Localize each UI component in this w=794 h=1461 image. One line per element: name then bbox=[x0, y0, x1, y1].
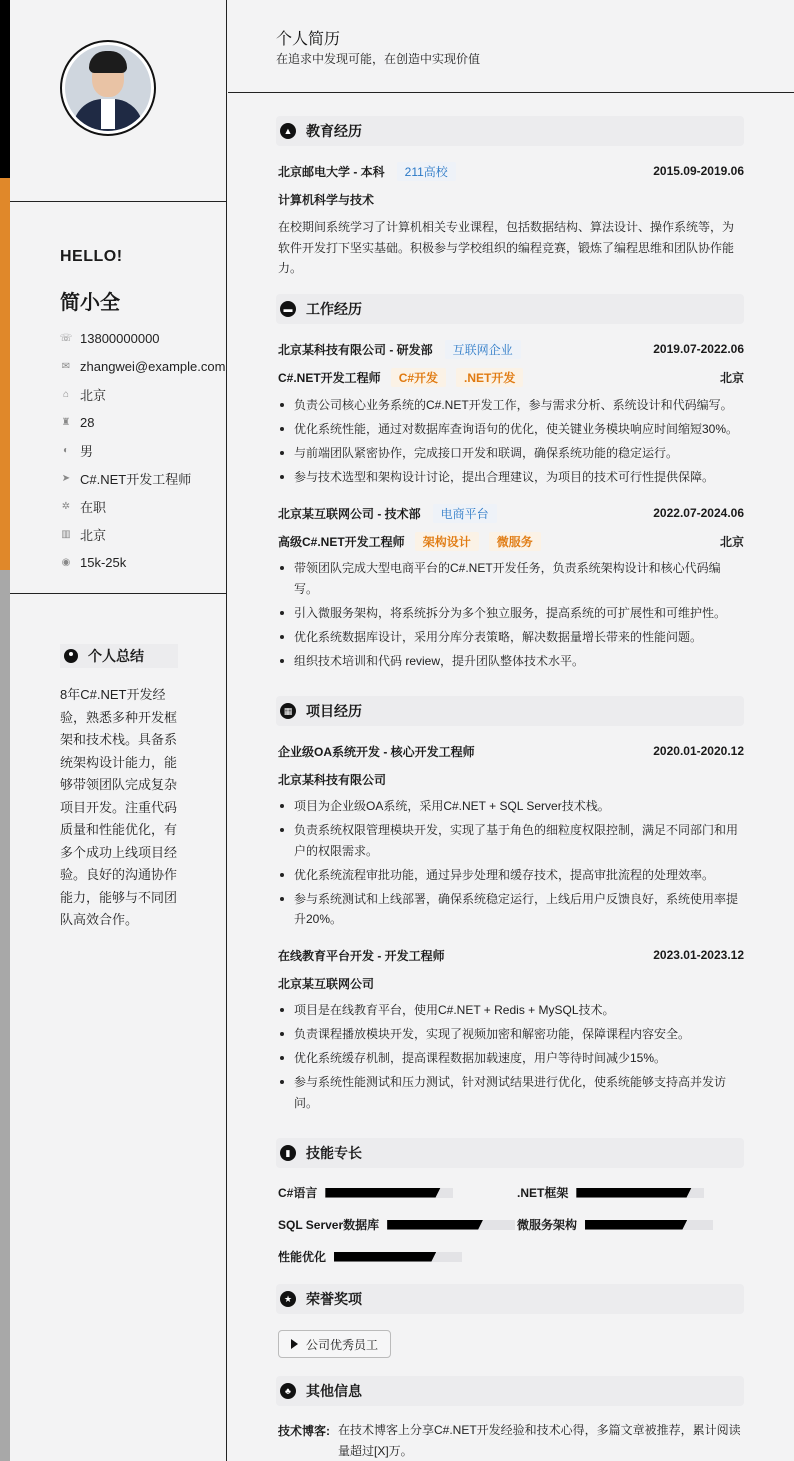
job-role: 高级C#.NET开发工程师 bbox=[278, 534, 405, 549]
summary-heading bbox=[60, 644, 178, 668]
project-duties bbox=[278, 1000, 744, 1117]
section-work bbox=[276, 294, 744, 324]
mail-icon: ✉ bbox=[61, 360, 71, 372]
section-title: 教育经历 bbox=[306, 123, 362, 139]
skill-bar bbox=[585, 1220, 713, 1230]
play-icon bbox=[291, 1339, 298, 1349]
stripe-black bbox=[0, 0, 10, 178]
section-projects bbox=[276, 696, 744, 726]
section-education bbox=[276, 116, 744, 146]
contact-info-list bbox=[60, 324, 225, 576]
info-item-age bbox=[60, 408, 225, 436]
award-item[interactable] bbox=[278, 1330, 391, 1358]
skill-bar bbox=[576, 1188, 704, 1198]
company-tag: 电商平台 bbox=[433, 504, 497, 523]
list-item: 参与技术选型和架构设计讨论，提出合理建议，为项目的技术可行性提供保障。 bbox=[278, 467, 744, 488]
list-item: 参与系统性能测试和压力测试，针对测试结果进行优化，使系统能够支持高并发访问。 bbox=[278, 1072, 744, 1113]
work-company-row bbox=[278, 503, 744, 523]
building-icon: ▥ bbox=[61, 528, 71, 540]
other-text: 在技术博客上分享C#.NET开发经验和技术心得，多篇文章被推荐，累计阅读量超过[X]万。 bbox=[338, 1423, 741, 1458]
summary-text: 8年C#.NET开发经验，熟悉多种开发框架和技术栈。具备系统架构设计能力，能够带领团队完成复杂项目开发。注重代码质量和性能优化，有多个成功上线项目经验。良好的沟通协作能力，能够与不同团队高效合作。 bbox=[60, 687, 178, 927]
info-item-location bbox=[60, 380, 225, 408]
work-role-row bbox=[278, 531, 744, 551]
skill-name: .NET框架 bbox=[517, 1186, 569, 1200]
skill-tag: 架构设计 bbox=[415, 532, 479, 551]
user-icon bbox=[64, 649, 78, 663]
gender-icon: ◐ bbox=[62, 444, 70, 456]
skill-name: 微服务架构 bbox=[517, 1218, 578, 1232]
work-duties bbox=[278, 395, 744, 491]
other-label: 技术博客: bbox=[278, 1424, 330, 1438]
graduation-cap-icon: ▲ bbox=[280, 123, 296, 139]
avatar bbox=[60, 40, 156, 136]
project-row bbox=[278, 741, 744, 761]
skill-bar bbox=[325, 1188, 453, 1198]
avatar-photo bbox=[65, 45, 151, 131]
info-text: 北京 bbox=[80, 527, 107, 543]
skill-name: SQL Server数据库 bbox=[278, 1218, 380, 1232]
list-item: 负责系统权限管理模块开发，实现了基于角色的细粒度权限控制，满足不同部门和用户的权限需求。 bbox=[278, 820, 744, 861]
page-title: 个人简历 bbox=[276, 31, 341, 48]
info-item-phone bbox=[60, 324, 225, 352]
main-content bbox=[228, 0, 794, 1461]
info-item-gender bbox=[60, 436, 225, 464]
summary-title: 个人总结 bbox=[88, 648, 144, 664]
skill-name: 性能优化 bbox=[278, 1250, 327, 1264]
work-city: 北京 bbox=[719, 370, 744, 385]
sidebar-divider bbox=[10, 593, 227, 594]
list-item: 优化系统流程审批功能，通过异步处理和缓存技术，提高审批流程的处理效率。 bbox=[278, 865, 744, 886]
info-text: 在职 bbox=[80, 499, 107, 515]
education-desc: 在校期间系统学习了计算机相关专业课程，包括数据结构、算法设计、操作系统等，为软件开发打下坚实基础。积极参与学校组织的编程竞赛，锻炼了编程思维和团队协作能力。 bbox=[278, 220, 735, 275]
school-tag: 211高校 bbox=[397, 162, 456, 181]
header-divider bbox=[228, 92, 794, 93]
person-name: 简小全 bbox=[60, 292, 120, 314]
hello-heading: HELLO! bbox=[60, 248, 123, 265]
project-company-row bbox=[278, 973, 744, 993]
section-other bbox=[276, 1376, 744, 1406]
sidebar bbox=[10, 0, 227, 1461]
education-row bbox=[278, 161, 744, 181]
trophy-icon: ★ bbox=[280, 1291, 296, 1307]
briefcase-icon: ▬ bbox=[280, 301, 296, 317]
skill-bar bbox=[334, 1252, 462, 1262]
company-tag: 互联网企业 bbox=[445, 340, 521, 359]
info-text: 男 bbox=[80, 443, 94, 459]
color-stripe bbox=[0, 0, 10, 1461]
section-title: 项目经历 bbox=[306, 703, 362, 719]
award-name: 公司优秀员工 bbox=[306, 1337, 379, 1352]
phone-icon: ☏ bbox=[59, 332, 73, 344]
list-item: 优化系统缓存机制，提高课程数据加载速度，用户等待时间减少15%。 bbox=[278, 1048, 744, 1069]
section-awards bbox=[276, 1284, 744, 1314]
stripe-orange bbox=[0, 178, 10, 570]
bar-chart-icon: ▮ bbox=[280, 1145, 296, 1161]
grid-icon: ▦ bbox=[280, 703, 296, 719]
list-item: 项目是在线教育平台，使用C#.NET + Redis + MySQL技术。 bbox=[278, 1000, 744, 1021]
section-title: 其他信息 bbox=[306, 1383, 362, 1399]
project-company-row bbox=[278, 769, 744, 789]
section-skills bbox=[276, 1138, 744, 1168]
info-icon: ♣ bbox=[280, 1383, 296, 1399]
skill-item bbox=[278, 1216, 515, 1233]
status-icon: ✲ bbox=[61, 500, 71, 512]
info-text: 北京 bbox=[80, 387, 107, 403]
school-name: 北京邮电大学 - 本科 bbox=[278, 164, 385, 179]
major-row bbox=[278, 189, 744, 209]
work-city: 北京 bbox=[719, 534, 744, 549]
skill-bar-fill bbox=[334, 1252, 436, 1262]
company-name: 北京某互联网公司 - 技术部 bbox=[278, 506, 421, 521]
work-period: 2019.07-2022.06 bbox=[653, 342, 744, 356]
list-item: 负责公司核心业务系统的C#.NET开发工作，参与需求分析、系统设计和代码编写。 bbox=[278, 395, 744, 416]
info-text: zhangwei@example.com bbox=[80, 358, 226, 374]
sidebar-divider bbox=[10, 201, 227, 202]
project-name: 在线教育平台开发 - 开发工程师 bbox=[278, 948, 445, 963]
info-item-salary bbox=[60, 548, 225, 576]
project-company: 北京某互联网公司 bbox=[278, 976, 375, 991]
skill-item bbox=[278, 1184, 453, 1201]
list-item: 优化系统数据库设计，采用分库分表策略，解决数据量增长带来的性能问题。 bbox=[278, 627, 744, 648]
list-item: 带领团队完成大型电商平台的C#.NET开发任务，负责系统架构设计和核心代码编写。 bbox=[278, 558, 744, 599]
skill-tag: .NET开发 bbox=[456, 368, 523, 387]
list-item: 项目为企业级OA系统，采用C#.NET + SQL Server技术栈。 bbox=[278, 796, 744, 817]
project-period: 2020.01-2020.12 bbox=[653, 744, 744, 758]
list-item: 优化系统性能，通过对数据库查询语句的优化，使关键业务模块响应时间缩短30%。 bbox=[278, 419, 744, 440]
project-duties bbox=[278, 796, 744, 933]
project-company: 北京某科技有限公司 bbox=[278, 772, 387, 787]
project-row bbox=[278, 945, 744, 965]
info-text: 13800000000 bbox=[80, 330, 160, 346]
skill-bar-fill bbox=[576, 1188, 691, 1198]
skill-bar-fill bbox=[387, 1220, 483, 1230]
skill-item bbox=[517, 1184, 704, 1201]
skill-bar bbox=[387, 1220, 515, 1230]
work-period: 2022.07-2024.06 bbox=[653, 506, 744, 520]
project-name: 企业级OA系统开发 - 核心开发工程师 bbox=[278, 744, 475, 759]
cake-icon: ♜ bbox=[61, 416, 71, 428]
skill-tag: 微服务 bbox=[489, 532, 541, 551]
project-period: 2023.01-2023.12 bbox=[653, 948, 744, 962]
info-item-status bbox=[60, 492, 225, 520]
info-text: 15k-25k bbox=[80, 554, 127, 570]
work-company-row bbox=[278, 339, 744, 359]
salary-icon: ◉ bbox=[61, 556, 71, 568]
info-text: C#.NET开发工程师 bbox=[80, 471, 192, 487]
info-item-position bbox=[60, 464, 225, 492]
skill-item bbox=[517, 1216, 713, 1233]
list-item: 组织技术培训和代码 review，提升团队整体技术水平。 bbox=[278, 651, 744, 672]
skill-bar-fill bbox=[325, 1188, 440, 1198]
info-item-email bbox=[60, 352, 225, 380]
skill-item bbox=[278, 1248, 462, 1265]
skill-tag: C#开发 bbox=[391, 368, 446, 387]
list-item: 与前端团队紧密协作，完成接口开发和联调，确保系统功能的稳定运行。 bbox=[278, 443, 744, 464]
skill-bar-fill bbox=[585, 1220, 687, 1230]
education-period: 2015.09-2019.06 bbox=[653, 164, 744, 178]
major: 计算机科学与技术 bbox=[278, 192, 375, 207]
section-title: 技能专长 bbox=[306, 1145, 362, 1161]
page-subtitle: 在追求中发现可能，在创造中实现价值 bbox=[276, 52, 481, 66]
section-title: 荣誉奖项 bbox=[306, 1291, 362, 1307]
job-role: C#.NET开发工程师 bbox=[278, 370, 381, 385]
section-title: 工作经历 bbox=[306, 301, 362, 317]
home-icon: ⌂ bbox=[62, 388, 70, 400]
list-item: 引入微服务架构，将系统拆分为多个独立服务，提高系统的可扩展性和可维护性。 bbox=[278, 603, 744, 624]
info-item-city bbox=[60, 520, 225, 548]
info-text: 28 bbox=[80, 414, 95, 430]
work-role-row bbox=[278, 367, 744, 387]
company-name: 北京某科技有限公司 - 研发部 bbox=[278, 342, 433, 357]
send-icon: ➤ bbox=[61, 472, 71, 484]
stripe-gray bbox=[0, 570, 10, 1461]
list-item: 负责课程播放模块开发，实现了视频加密和解密功能，保障课程内容安全。 bbox=[278, 1024, 744, 1045]
skill-name: C#语言 bbox=[278, 1186, 318, 1200]
work-duties bbox=[278, 558, 744, 675]
list-item: 参与系统测试和上线部署，确保系统稳定运行，上线后用户反馈良好，系统使用率提升20%。 bbox=[278, 889, 744, 930]
